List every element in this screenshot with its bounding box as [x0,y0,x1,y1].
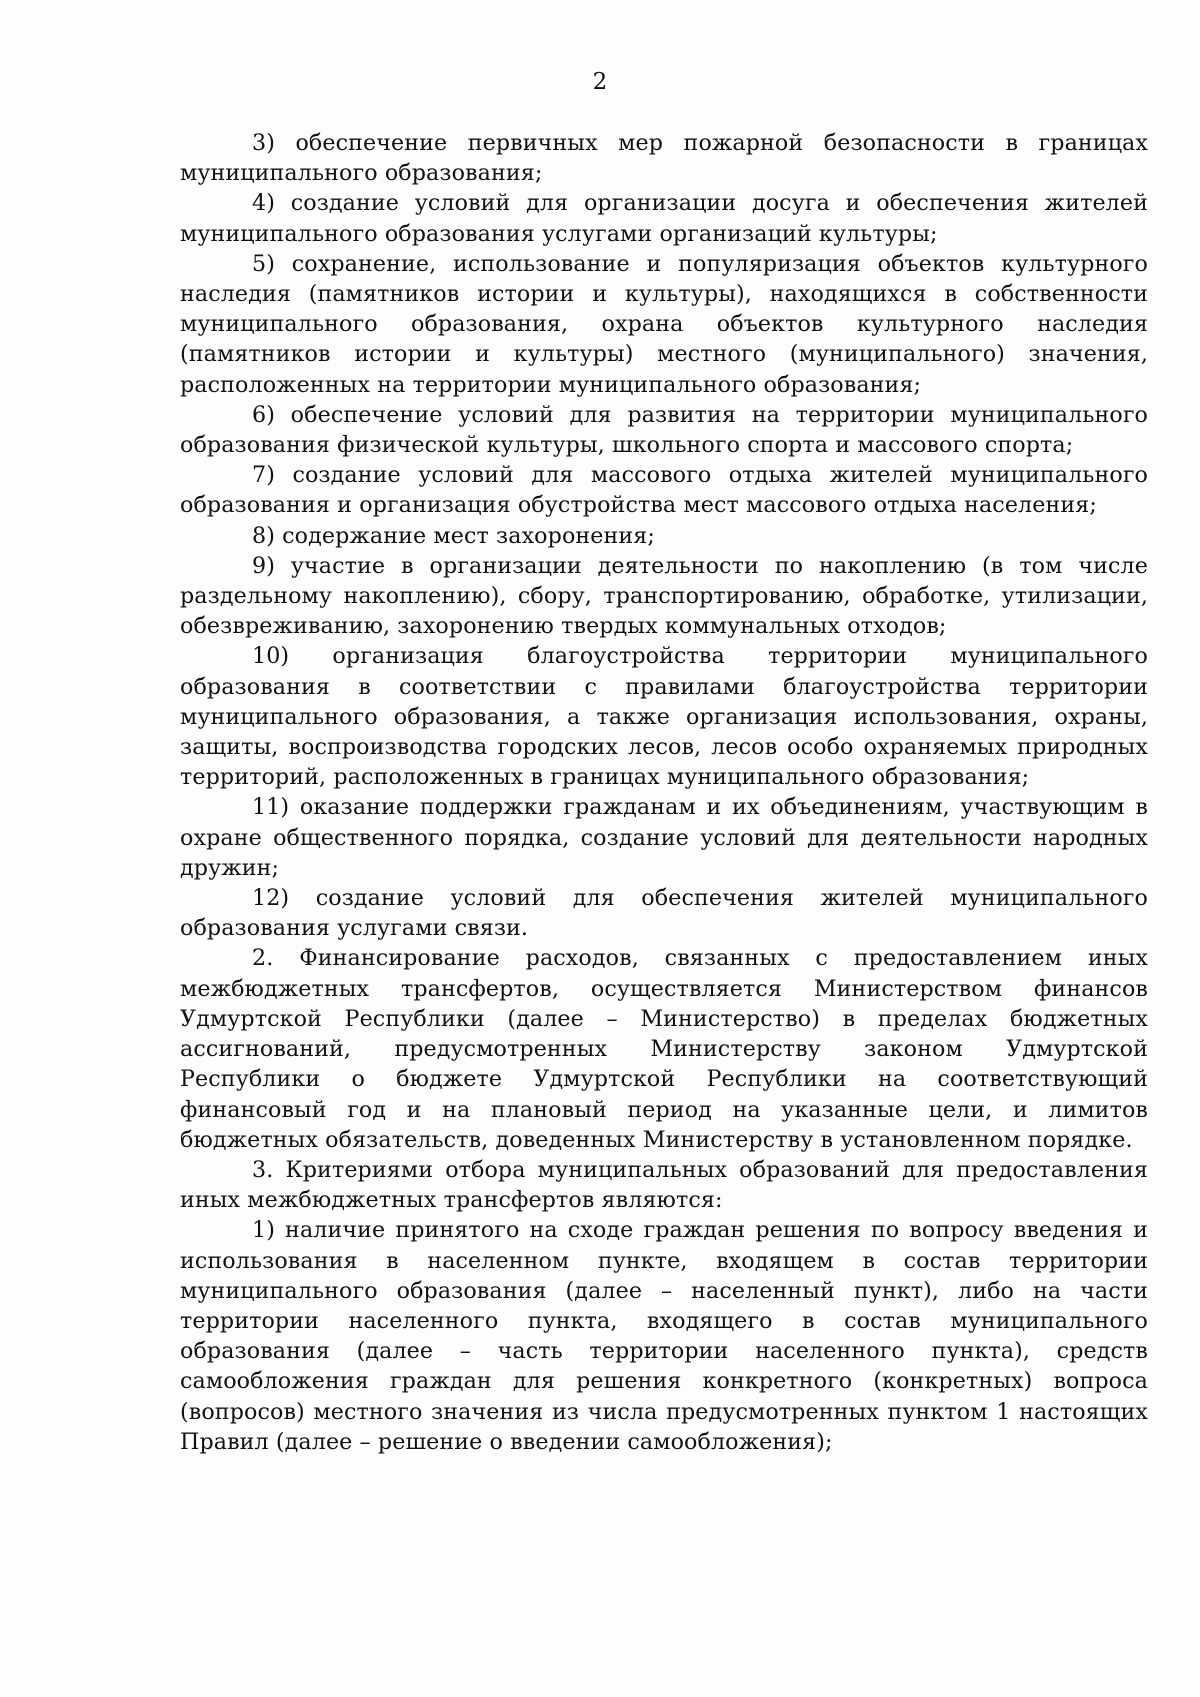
paragraph-item-8-burial-places: 8) содержание мест захоронения; [252,522,655,549]
paragraph-criterion-1-self-taxation: 1) наличие принятого на сходе граждан решения по вопросу введения и использования в населенном пункте, входящем в состав территории муниципального образования (далее – населенный пункт), либо на части территории населенного пункта, входящего в состав муниципального образования (далее – часть территории населенного пункта), средств самообложения граждан для решения конкретного (конкретных) вопроса (вопросов) местного значения из числа предусмотренных пунктом 1 настоящих Правил (далее – решение о введении самообложения); [180,1217,1148,1455]
paragraph-section-2-financing: 2. Финансирование расходов, связанных с предоставлением иных межбюджетных трансфертов, осуществляется Министерством финансов Удмуртской Республики (далее – Министерство) в пределах бюджетных ассигнований, предусмотренных Министерству законом Удмуртской Республики о бюджете Удмуртской Республики на соответствующий финансовый год и на плановый период на указанные цели, и лимитов бюджетных обязательств, доведенных Министерству в установленном порядке. [180,945,1148,1153]
paragraph-item-12-communication: 12) создание условий для обеспечения жителей муниципального образования услугами связи. [180,885,1148,942]
paragraph-section-3-criteria: 3. Критериями отбора муниципальных образований для предоставления иных межбюджетных трансфертов являются: [180,1156,1148,1214]
paragraph-item-4-leisure: 4) создание условий для организации досуга и обеспечения жителей муниципального образования услугами организаций культуры; [180,190,1148,247]
paragraph-item-6-sport: 6) обеспечение условий для развития на территории муниципального образования физической культуры, школьного спорта и массового спорта; [180,401,1148,459]
paragraph-item-7-mass-recreation: 7) создание условий для массового отдыха жителей муниципального образования и организация обустройства мест массового отдыха населения; [180,462,1148,519]
paragraph-item-10-improvement: 10) организация благоустройства территории муниципального образования в соответствии с правилами благоустройства территории муниципального образования, а также организация использования, охраны, защиты, воспроизводства городских лесов, лесов особо охраняемых природных территорий, расположенных в границах муниципального образования; [180,643,1148,791]
paragraph-item-3-fire-safety: 3) обеспечение первичных мер пожарной безопасности в границах муниципального образования; [180,130,1148,187]
paragraph-item-5-cultural-heritage: 5) сохранение, использование и популяризация объектов культурного наследия (памятников истории и культуры), находящихся в собственности муниципального образования, охрана объектов культурного наследия (памятников истории и культуры) местного (муниципального) значения, расположенных на территории муниципального образования; [180,250,1148,398]
page-number: 2 [592,69,608,95]
paragraph-item-11-public-order: 11) оказание поддержки гражданам и их объединениям, участвующим в охране общественного порядка, создание условий для деятельности народных дружин; [180,794,1148,881]
paragraph-item-9-waste: 9) участие в организации деятельности по накоплению (в том числе раздельному накоплению), сбору, транспортированию, обработке, утилизации, обезвреживанию, захоронению твердых коммунальных отходов; [180,552,1148,640]
document-body [180,128,1148,1457]
